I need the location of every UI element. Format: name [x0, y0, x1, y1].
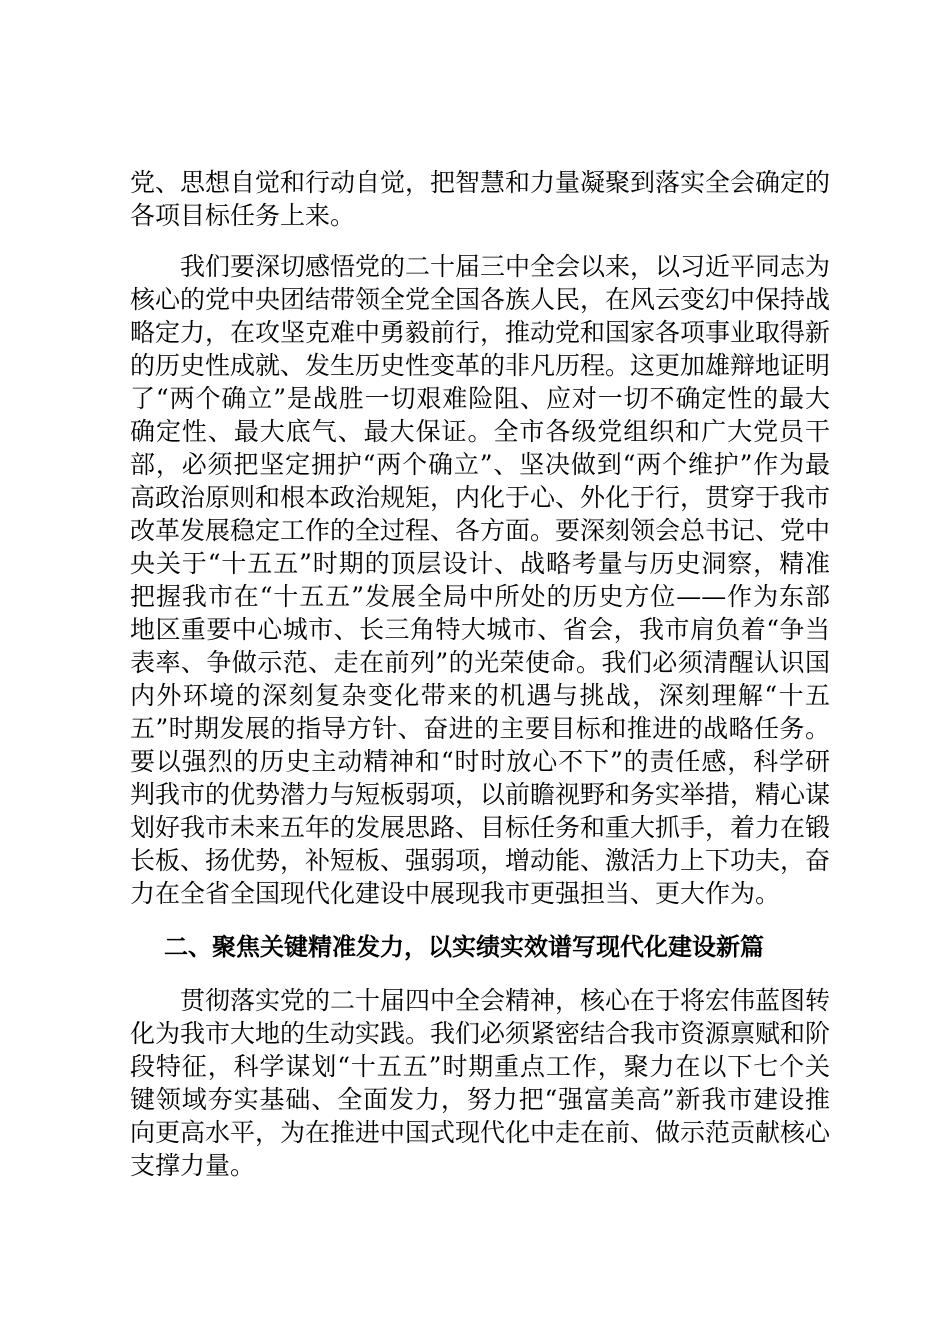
- paragraph-section-intro: 贯彻落实党的二十届四中全会精神，核心在于将宏伟蓝图转化为我市大地的生动实践。我们必须紧密结合我市资源禀赋和阶段特征，科学谋划“十五五”时期重点工作，聚力在以下七个关键领域夯实基础、全面发力，努力把“强富美高”新我市建设推向更高水平，为在推进中国式现代化中走在前、做示范贡献核心支撑力量。: [130, 986, 831, 1180]
- paragraph-body: 我们要深切感悟党的二十届三中全会以来，以习近平同志为核心的党中央团结带领全党全国各族人民，在风云变幻中保持战略定力，在攻坚克难中勇毅前行，推动党和国家各项事业取得新的历史性成就、发生历史性变革的非凡历程。这更加雄辩地证明了“两个确立”是战胜一切艰难险阻、应对一切不确定性的最大确定性、最大底气、最大保证。全市各级党组织和广大党员干部，必须把坚定拥护“两个确立”、坚决做到“两个维护”作为最高政治原则和根本政治规矩，内化于心、外化于行，贯穿于我市改革发展稳定工作的全过程、各方面。要深刻领会总书记、党中央关于“十五五”时期的顶层设计、战略考量与历史洞察，精准把握我市在“十五五”发展全局中所处的历史方位——作为东部地区重要中心城市、长三角特大城市、省会，我市肩负着“争当表率、争做示范、走在前列”的光荣使命。我们必须清醒认识国内外环境的深刻复杂变化带来的机遇与挑战，深刻理解“十五五”时期发展的指导方针、奋进的主要目标和推进的战略任务。要以强烈的历史主动精神和“时时放心不下”的责任感，科学研判我市的优势潜力与短板弱项，以前瞻视野和务实举措，精心谋划好我市未来五年的发展思路、目标任务和重大抓手，着力在锻长板、扬优势，补短板、强弱项，增动能、激活力上下功夫，奋力在全省全国现代化建设中展现我市更强担当、更大作为。: [130, 252, 831, 908]
- document-page: [130, 166, 830, 1182]
- section-heading: 二、聚焦关键精准发力，以实绩实效谱写现代化建设新篇: [164, 933, 764, 961]
- paragraph-continuation: 党、思想自觉和行动自觉，把智慧和力量凝聚到落实全会确定的各项目标任务上来。: [130, 168, 831, 230]
